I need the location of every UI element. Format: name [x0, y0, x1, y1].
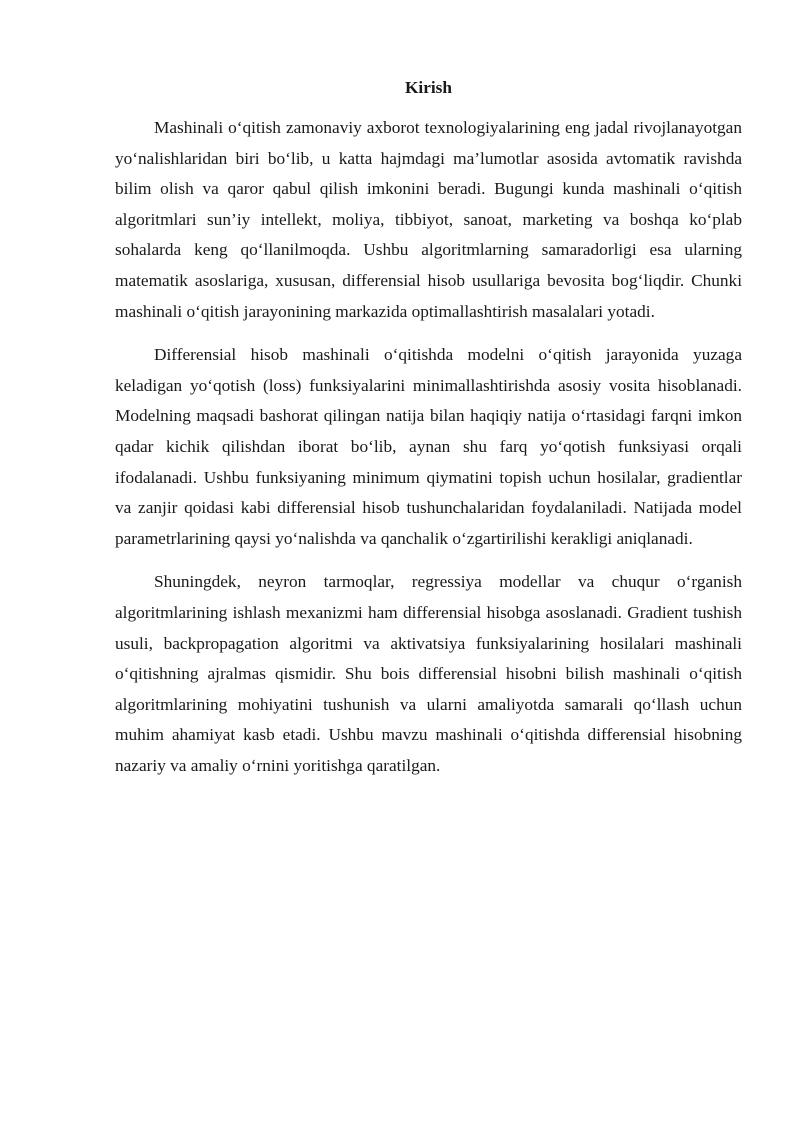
paragraph-2: Differensial hisob mashinali o‘qitishda modelni o‘qitish jarayonida yuzaga keladigan yo‘qotish (loss) funksiyalarini minimallashtirishda asosiy vosita hisoblanadi. Modelning maqsadi bashorat qilingan natija bilan haqiqiy natija o‘rtasidagi farqni imkon qadar kichik qilishdan iborat bo‘lib, aynan shu farq yo‘qotish funksiyasi orqali ifodalanadi. Ushbu funksiyaning minimum qiymatini topish uchun hosilalar, gradientlar va zanjir qoidasi kabi differensial hisob tushunchalaridan foydalaniladi. Natijada model parametrlarining qaysi yo‘nalishda va qanchalik o‘zgartirilishi kerakligi aniqlanadi.	[115, 345, 742, 548]
paragraph-3: Shuningdek, neyron tarmoqlar, regressiya modellar va chuqur o‘rganish algoritmlarining ishlash mexanizmi ham differensial hisobga asoslanadi. Gradient tushish usuli, backpropagation algoritmi va aktivatsiya funksiyalarining hosilalari mashinali o‘qitishning ajralmas qismidir. Shu bois differensial hisobni bilish mashinali o‘qitish algoritmlarining mohiyatini tushunish va ularni amaliyotda samarali qo‘llash uchun muhim ahamiyat kasb etadi. Ushbu mavzu mashinali o‘qitishda differensial hisobning nazariy va amaliy o‘rnini yoritishga qaratilgan.	[115, 572, 742, 775]
section-title: Kirish	[404, 78, 453, 97]
paragraph-1: Mashinali o‘qitish zamonaviy axborot texnologiyalarining eng jadal rivojlanayotgan yo‘nalishlaridan biri bo‘lib, u katta hajmdagi ma’lumotlar asosida avtomatik ravishda bilim olish va qaror qabul qilish imkonini beradi. Bugungi kunda mashinali o‘qitish algoritmlari sun’iy intellekt, moliya, tibbiyot, sanoat, marketing va boshqa ko‘plab sohalarda keng qo‘llanilmoqda. Ushbu algoritmlarning samaradorligi esa ularning matematik asoslariga, xususan, differensial hisob usullariga bevosita bog‘liqdir. Chunki mashinali o‘qitish jarayonining markazida optimallashtirish masalalari yotadi.	[115, 118, 742, 321]
document-body	[115, 76, 742, 794]
